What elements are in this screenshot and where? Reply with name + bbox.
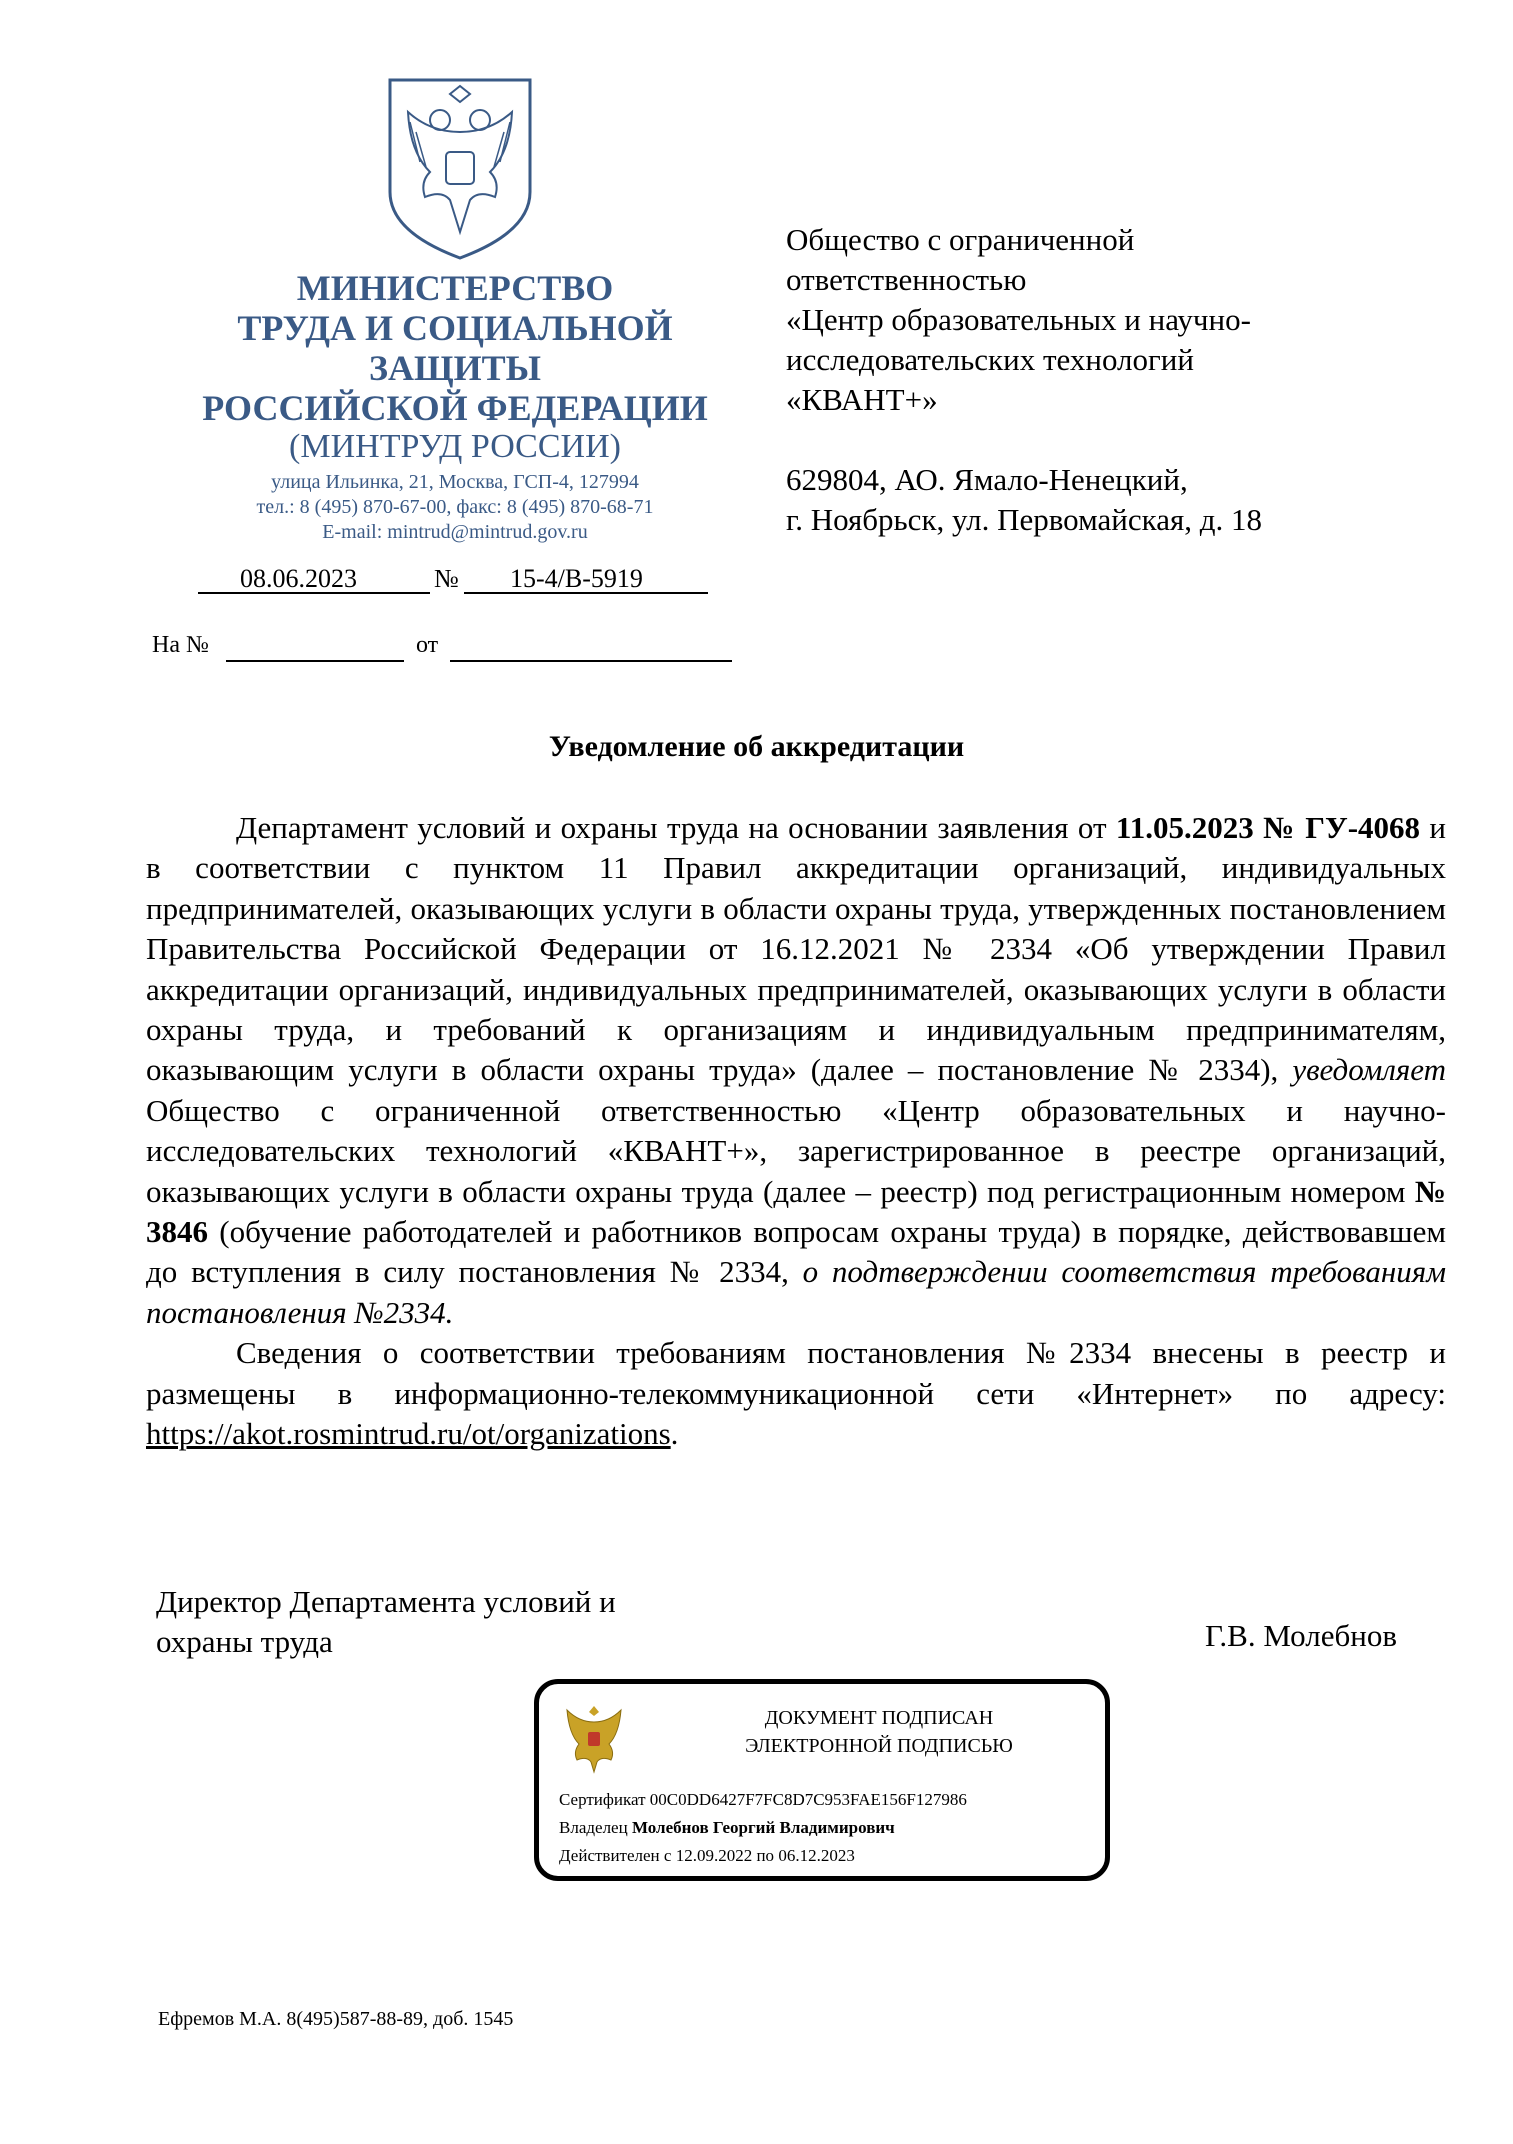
- certificate-label: Сертификат: [559, 1790, 646, 1809]
- registry-link[interactable]: https://akot.rosmintrud.ru/ot/organizations: [146, 1416, 671, 1452]
- signatory-name: Г.В. Молебнов: [1205, 1618, 1397, 1653]
- body-text: Департамент условий и охраны труда на основании заявления от: [236, 810, 1116, 845]
- addressee-line: ответственностью: [786, 262, 1027, 297]
- registry-number: № 3846: [146, 1173, 1446, 1250]
- signatory-position: [156, 1582, 776, 1662]
- signatory-position-line: Директор Департамента условий и: [156, 1584, 616, 1619]
- addressee-block: [786, 220, 1436, 540]
- ministry-name-line-4: РОССИЙСКОЙ ФЕДЕРАЦИИ: [202, 388, 708, 428]
- body-emphasis: уведомляет: [1292, 1052, 1446, 1088]
- validity-to-label: по: [756, 1846, 775, 1865]
- addressee-line: «КВАНТ+»: [786, 382, 938, 417]
- reference-row: [152, 632, 732, 666]
- document-body: [146, 808, 1446, 1455]
- stamp-heading-line: ДОКУМЕНТ ПОДПИСАН: [764, 1707, 994, 1729]
- registration-number: 15-4/В-5919: [510, 564, 643, 593]
- body-text: (обучение работодателей и работников вопросам охраны труда) в порядке, действовавшем до вступления в силу постановления № 2334,: [146, 1214, 1446, 1290]
- addressee-address-line: г. Ноябрьск, ул. Первомайская, д. 18: [786, 502, 1262, 537]
- stamp-heading-line: ЭЛЕКТРОННОЙ ПОДПИСЬЮ: [745, 1735, 1013, 1757]
- owner-label: Владелец: [559, 1818, 628, 1837]
- addressee-address-line: 629804, АО. Ямало-Ненецкий,: [786, 462, 1188, 497]
- ministry-address: улица Ильинка, 21, Москва, ГСП-4, 127994: [271, 471, 639, 493]
- body-text: Сведения о соответствии требованиям постановления №2334 внесены в реестр и размещены в информационно-телекоммуникационной сети «Интернет» по адресу:: [146, 1335, 1446, 1411]
- ministry-name-line-3: ЗАЩИТЫ: [369, 348, 541, 388]
- eagle-emblem-icon: [561, 1700, 627, 1774]
- executor-contact: Ефремов М.А. 8(495)587-88-89, доб. 1545: [158, 2008, 514, 2030]
- body-emphasis: о подтверждении соответствия требованиям постановления №2334.: [146, 1254, 1446, 1330]
- body-text: и в соответствии с пунктом 11 Правил аккредитации организаций, индивидуальных предпринимателей, оказывающих услуги в области охраны труда, утвержденных постановлением Правительства Российской Федерации от 16.12.2021 № 2334 «Об утверждении Правил аккредитации организаций, индивидуальных предпринимателей, оказывающих услуги в области охраны труда, и требований к организациям и индивидуальным предпринимателям, оказывающим услуги в области охраны труда» (далее – постановление № 2334),: [146, 810, 1446, 1088]
- signatory-position-line: охраны труда: [156, 1624, 333, 1659]
- reference-number-label: На №: [152, 632, 209, 658]
- document-title: Уведомление об аккредитации: [548, 730, 965, 763]
- body-paragraph-1: [146, 808, 1446, 1333]
- registration-date: 08.06.2023: [240, 564, 357, 593]
- electronic-signature-stamp: [534, 1679, 1110, 1881]
- ministry-name-line-2: ТРУДА И СОЦИАЛЬНОЙ: [237, 308, 673, 348]
- addressee-line: Общество с ограниченной: [786, 222, 1135, 257]
- ministry-phones: тел.: 8 (495) 870-67-00, факс: 8 (495) 870-68-71: [256, 496, 654, 518]
- validity-to: 06.12.2023: [778, 1846, 855, 1865]
- addressee-line: исследовательских технологий: [786, 342, 1194, 377]
- ministry-name-line-1: МИНИСТЕРСТВО: [296, 268, 614, 308]
- coat-of-arms-emblem: [380, 72, 540, 262]
- addressee-line: «Центр образовательных и научно-: [786, 302, 1251, 337]
- stamp-owner: [559, 1818, 895, 1838]
- ministry-email: E-mail: mintrud@mintrud.gov.ru: [322, 521, 588, 543]
- stamp-certificate: [559, 1790, 967, 1810]
- body-paragraph-2: [146, 1333, 1446, 1454]
- ministry-short-name: (МИНТРУД РОССИИ): [289, 428, 621, 465]
- body-text: Общество с ограниченной ответственностью «Центр образовательных и научно-исследовательских технологий «КВАНТ+», зарегистрированное в реестре организаций, оказывающих услуги в области охраны труда (далее – реестр) под регистрационным номером: [146, 1092, 1446, 1209]
- validity-from: 12.09.2022: [675, 1846, 753, 1865]
- stamp-validity: [559, 1846, 855, 1866]
- application-reference: 11.05.2023 № ГУ-4068: [1115, 810, 1421, 845]
- body-text: .: [670, 1416, 679, 1452]
- registration-number-label: №: [434, 564, 459, 593]
- validity-from-label: с: [663, 1846, 672, 1865]
- registration-row: [198, 562, 718, 600]
- validity-label: Действителен: [559, 1846, 660, 1865]
- reference-from-label: от: [416, 632, 439, 658]
- owner-value: Молебнов Георгий Владимирович: [631, 1818, 895, 1837]
- stamp-heading: [679, 1704, 1079, 1760]
- certificate-value: 00C0DD6427F7FC8D7C953FAE156F127986: [649, 1790, 967, 1809]
